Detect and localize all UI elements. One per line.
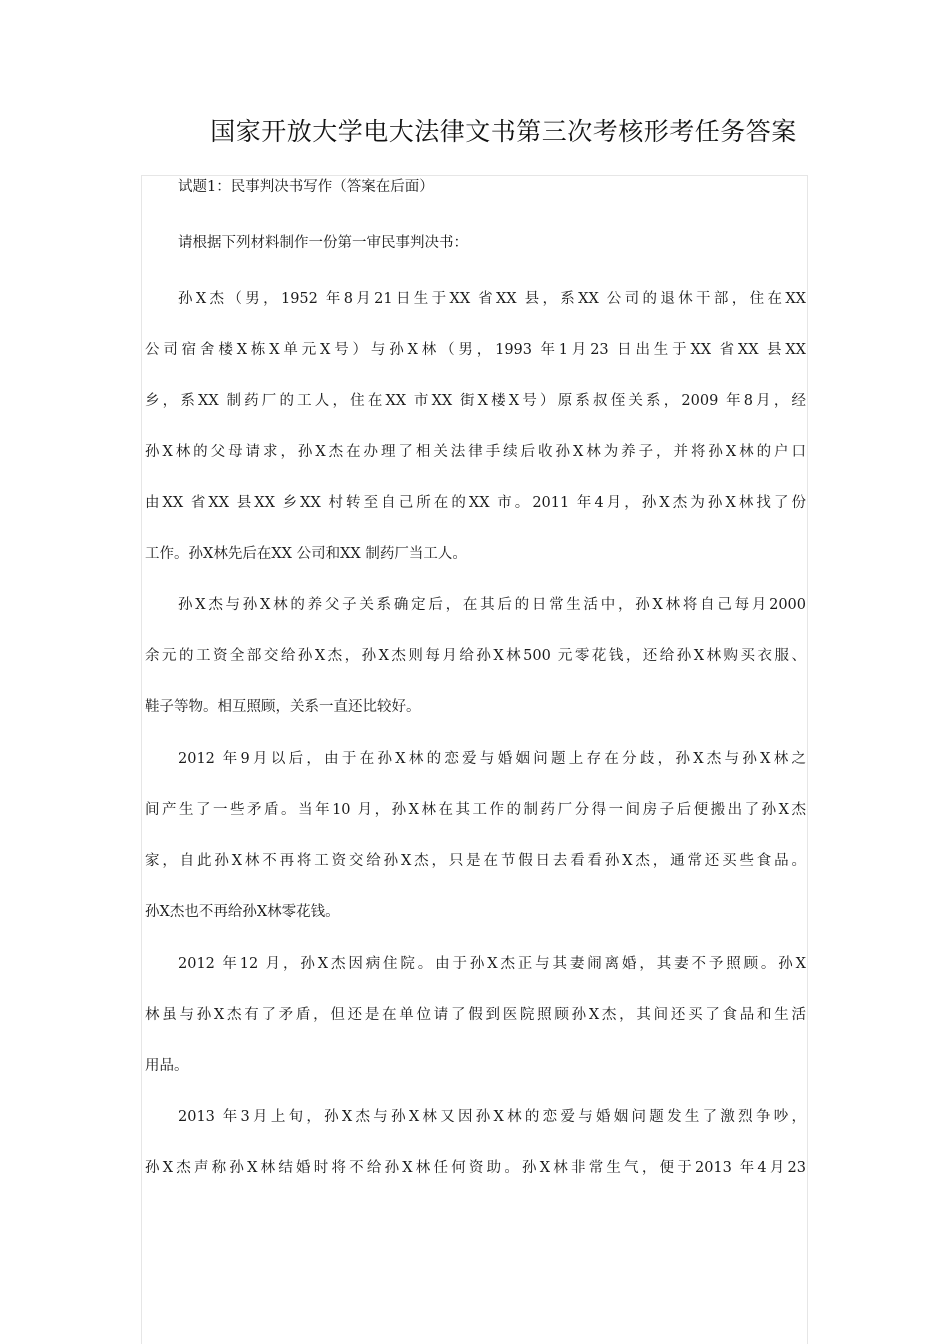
text-line: 鞋子等物。相互照顾，关系一直还比较好。 — [145, 699, 421, 715]
text-line: 试题1：民事判决书写作（答案在后面） — [178, 179, 434, 195]
text-line: 余元的工资全部交给孙X杰，孙X杰则每月给孙X林500 元零花钱，还给孙X林购买衣服、 — [145, 648, 806, 664]
text-line: 2012 年9月以后，由于在孙X林的恋爱与婚姻问题上存在分歧，孙X杰与孙X林之 — [178, 751, 806, 767]
text-line: 由XX 省XX 县XX 乡XX 村转至自己所在的XX 市。2011 年4月，孙X杰为孙X林找了份 — [145, 495, 806, 511]
text-line: 乡，系XX 制药厂的工人，住在XX 市XX 街X楼X号）原系叔侄关系，2009 年8月，经 — [145, 393, 806, 409]
text-line: 孙X杰声称孙X林结婚时将不给孙X林任何资助。孙X林非常生气，便于2013 年4月23 — [145, 1160, 806, 1176]
text-line: 工作。孙X林先后在XX 公司和XX 制药厂当工人。 — [145, 546, 467, 562]
text-line: 孙X林的父母请求，孙X杰在办理了相关法律手续后收孙X林为养子，并将孙X林的户口 — [145, 444, 806, 460]
paragraph-background — [145, 274, 806, 580]
paragraph-dispute-2013 — [145, 1092, 806, 1194]
text-line: 2013 年3月上旬，孙X杰与孙X林又因孙X林的恋爱与婚姻问题发生了激烈争吵， — [178, 1109, 806, 1125]
text-line: 请根据下列材料制作一份第一审民事判决书： — [178, 235, 468, 251]
text-line: 2012 年12 月，孙X杰因病住院。由于孙X杰正与其妻闹离婚，其妻不予照顾。孙X — [178, 956, 806, 972]
document-title: 国家开放大学电大法律文书第三次考核形考任务答案 — [210, 117, 797, 146]
paragraph-relationship — [145, 580, 806, 733]
text-line: 用品。 — [145, 1058, 189, 1074]
paragraph-instruction — [145, 218, 806, 269]
text-line: 孙X杰与孙X林的养父子关系确定后，在其后的日常生活中，孙X林将自己每月2000 — [178, 597, 806, 613]
text-line: 林虽与孙X杰有了矛盾，但还是在单位请了假到医院照顾孙X杰，其间还买了食品和生活 — [145, 1007, 806, 1023]
text-line: 孙X杰（男，1952 年8月21日生于XX 省XX 县，系XX 公司的退休干部，住在XX — [178, 291, 806, 307]
paragraph-hospital — [145, 939, 806, 1092]
text-line: 公司宿舍楼X栋X单元X号）与孙X林（男，1993 年1月23 日出生于XX 省XX 县XX — [145, 342, 806, 358]
paragraph-conflict-2012 — [145, 734, 806, 938]
paragraph-question-heading — [145, 162, 806, 213]
text-line: 孙X杰也不再给孙X林零花钱。 — [145, 904, 340, 920]
text-line: 家，自此孙X林不再将工资交给孙X杰，只是在节假日去看看孙X杰，通常还买些食品。 — [145, 853, 806, 869]
text-line: 间产生了一些矛盾。当年10 月，孙X林在其工作的制药厂分得一间房子后便搬出了孙X杰 — [145, 802, 806, 818]
